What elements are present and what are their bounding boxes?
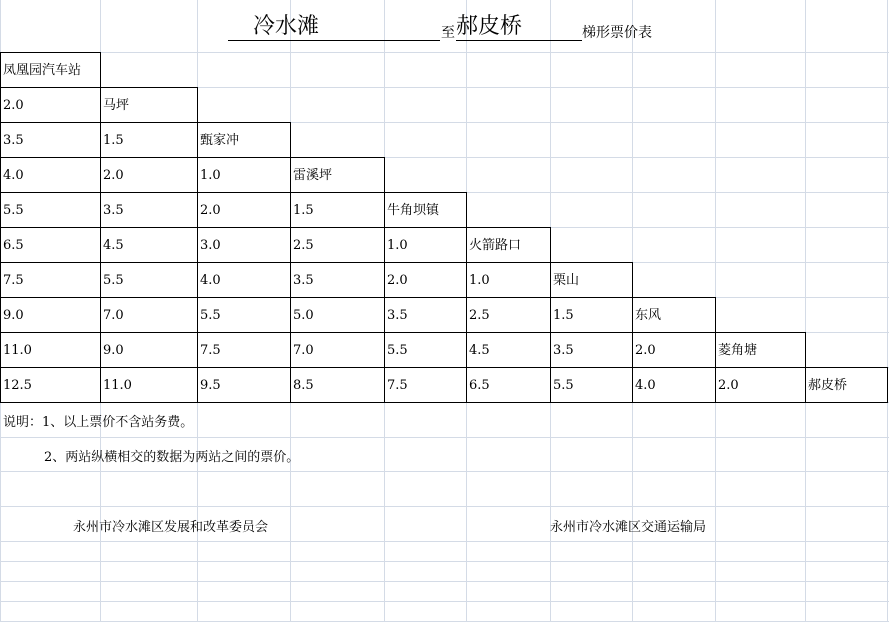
fare-value: 2.0: [632, 332, 715, 367]
fare-value: 4.0: [632, 367, 715, 403]
fare-value: 5.5: [384, 332, 466, 367]
fare-value: 3.5: [290, 262, 384, 297]
fare-value: 5.5: [0, 192, 100, 227]
fare-value: 2.0: [100, 157, 197, 192]
fare-value: 6.5: [466, 367, 550, 403]
fare-value: 1.0: [466, 262, 550, 297]
fare-value: 2.0: [0, 87, 100, 122]
station-name: 郝皮桥: [805, 367, 888, 403]
station-name: 甄家冲: [197, 122, 291, 157]
fare-value: 11.0: [0, 332, 100, 367]
fare-value: 1.5: [290, 192, 384, 227]
fare-value: 3.5: [100, 192, 197, 227]
title-to-station: 郝皮桥: [456, 14, 582, 41]
fare-value: 8.5: [290, 367, 384, 403]
gridline-horizontal: [0, 506, 889, 507]
fare-value: 6.5: [0, 227, 100, 262]
station-name: 雷溪坪: [290, 157, 385, 192]
gridline-horizontal: [0, 437, 889, 438]
station-name: 东风: [632, 297, 716, 332]
fare-value: 5.5: [100, 262, 197, 297]
fare-value: 2.5: [466, 297, 550, 332]
fare-value: 4.0: [197, 262, 290, 297]
fare-value: 7.0: [290, 332, 384, 367]
gridline-horizontal: [0, 561, 889, 562]
note-line-2: 2、两站纵横相交的数据为两站之间的票价。: [44, 450, 300, 465]
fare-value: 5.5: [197, 297, 290, 332]
title-from-station: 冷水滩: [228, 14, 440, 41]
gridline-horizontal: [0, 601, 889, 602]
fare-value: 4.5: [100, 227, 197, 262]
fare-value: 3.5: [550, 332, 632, 367]
org-right: 永州市冷水滩区交通运输局: [550, 520, 707, 535]
gridline-horizontal: [0, 541, 889, 542]
station-name: 栗山: [550, 262, 633, 297]
org-left: 永州市冷水滩区发展和改革委员会: [73, 520, 269, 535]
fare-value: 7.5: [0, 262, 100, 297]
fare-value: 1.0: [384, 227, 466, 262]
gridline-vertical: [805, 0, 806, 621]
gridline-horizontal: [0, 52, 889, 53]
fare-value: 2.0: [715, 367, 805, 403]
fare-value: 7.5: [197, 332, 290, 367]
fare-value: 9.5: [197, 367, 290, 403]
station-name: 凤凰园汽车站: [0, 52, 101, 87]
fare-value: 5.0: [290, 297, 384, 332]
fare-value: 3.5: [384, 297, 466, 332]
fare-value: 9.0: [0, 297, 100, 332]
fare-value: 5.5: [550, 367, 632, 403]
gridline-horizontal: [0, 581, 889, 582]
fare-value: 11.0: [100, 367, 197, 403]
fare-value: 7.0: [100, 297, 197, 332]
fare-value: 2.0: [197, 192, 290, 227]
station-name: 火箭路口: [466, 227, 551, 262]
fare-value: 3.0: [197, 227, 290, 262]
station-name: 马坪: [100, 87, 198, 122]
station-name: 牛角坝镇: [384, 192, 467, 227]
fare-value: 1.5: [100, 122, 197, 157]
fare-value: 4.5: [466, 332, 550, 367]
station-name: 菱角塘: [715, 332, 806, 367]
fare-value: 7.5: [384, 367, 466, 403]
fare-value: 4.0: [0, 157, 100, 192]
fare-value: 3.5: [0, 122, 100, 157]
gridline-vertical: [887, 0, 888, 621]
fare-value: 9.0: [100, 332, 197, 367]
note-line-1: 说明：1、以上票价不含站务费。: [3, 415, 194, 430]
fare-value: 2.0: [384, 262, 466, 297]
gridline-horizontal: [0, 471, 889, 472]
fare-value: 1.5: [550, 297, 632, 332]
title-to-word: 至: [441, 25, 455, 41]
title-row: [0, 0, 889, 52]
fare-value: 12.5: [0, 367, 100, 403]
fare-value: 1.0: [197, 157, 290, 192]
title-suffix: 梯形票价表: [582, 25, 652, 41]
fare-value: 2.5: [290, 227, 384, 262]
